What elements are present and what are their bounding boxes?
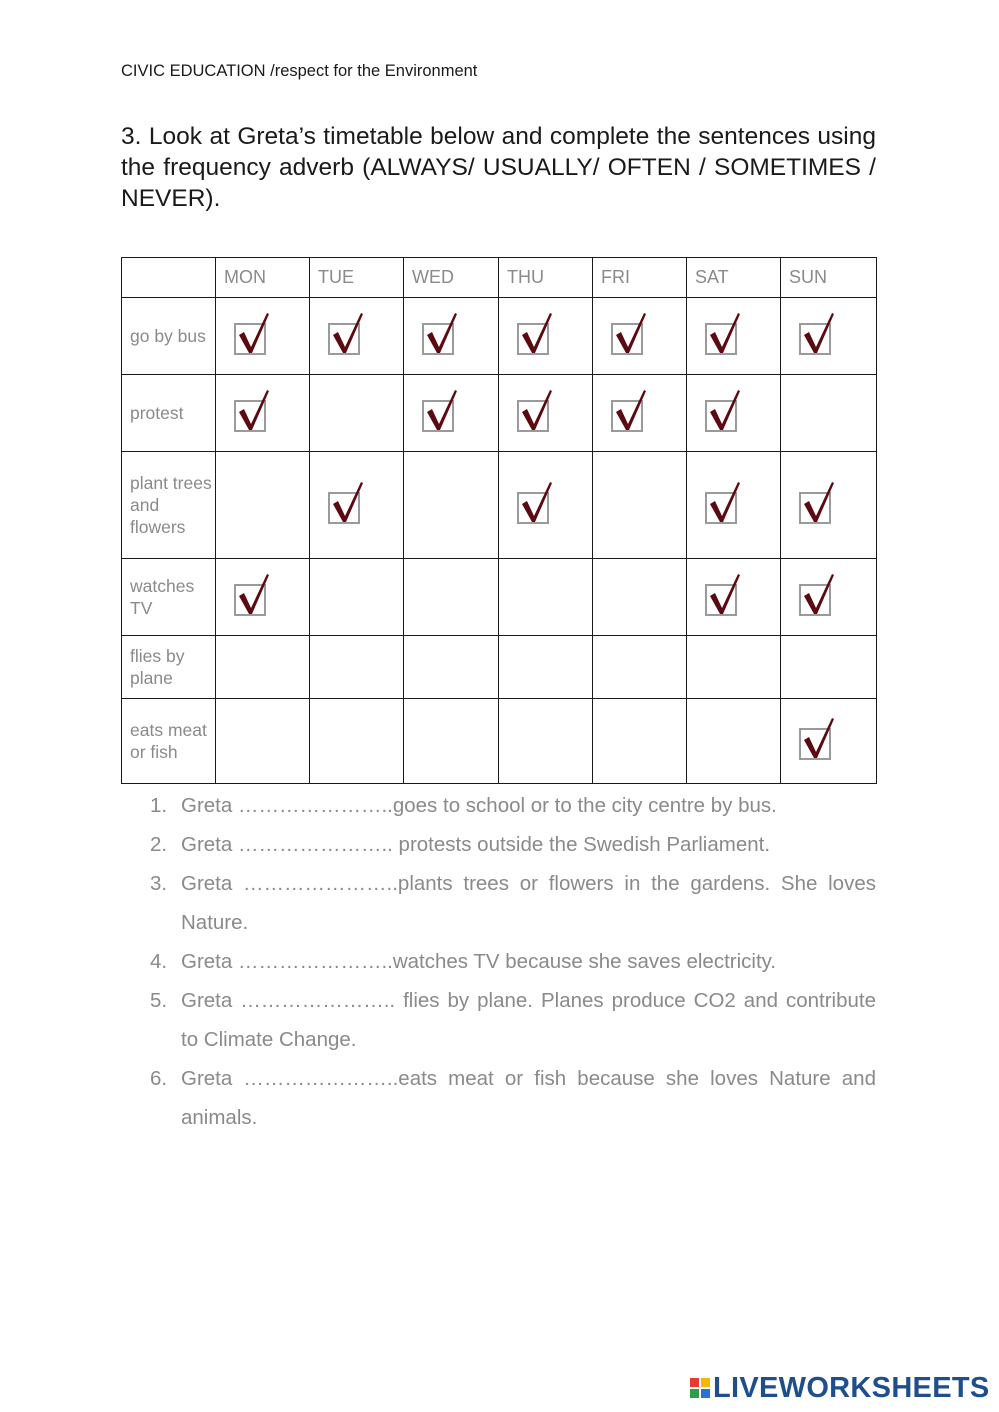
logo-blocks-icon	[690, 1378, 710, 1398]
timetable-cell	[593, 699, 687, 784]
checkmark-icon	[613, 311, 649, 355]
checkbox-checked-icon	[705, 319, 739, 353]
checkbox-checked-icon	[705, 488, 739, 522]
timetable-cell	[593, 375, 687, 452]
checkmark-icon	[801, 480, 837, 524]
sentence-number: 5.	[150, 989, 168, 1012]
checkbox-checked-icon	[705, 396, 739, 430]
timetable-row	[122, 452, 877, 559]
timetable-cell	[310, 699, 404, 784]
timetable-cell	[216, 452, 310, 559]
checkmark-icon	[613, 388, 649, 432]
timetable-cell	[310, 559, 404, 636]
day-header-wed: WED	[404, 258, 499, 298]
checkbox-checked-icon	[799, 319, 833, 353]
timetable-cell	[310, 298, 404, 375]
checkmark-icon	[519, 311, 555, 355]
sentence-item	[150, 786, 876, 825]
instruction-text: 3. Look at Greta’s timetable below and complete the sentences using the frequency adverb (ALWAYS/ USUALLY/ OFTEN / SOMETIMES / NEVER).	[121, 123, 876, 212]
timetable-cell	[781, 699, 877, 784]
timetable-row	[122, 699, 877, 784]
checkbox-checked-icon	[705, 580, 739, 614]
timetable-cell	[781, 636, 877, 699]
checkmark-icon	[801, 572, 837, 616]
checkmark-icon	[424, 388, 460, 432]
day-header-thu: THU	[499, 258, 593, 298]
day-header-fri: FRI	[593, 258, 687, 298]
checkbox-checked-icon	[799, 580, 833, 614]
checkmark-icon	[707, 388, 743, 432]
sentence-list	[150, 786, 876, 1137]
checkbox-checked-icon	[611, 319, 645, 353]
checkmark-icon	[707, 572, 743, 616]
sentence-item	[150, 825, 876, 864]
timetable-cell	[216, 559, 310, 636]
checkmark-icon	[236, 572, 272, 616]
checkmark-icon	[707, 480, 743, 524]
timetable-cell	[687, 559, 781, 636]
timetable-cell	[310, 452, 404, 559]
checkmark-icon	[424, 311, 460, 355]
sentence-number: 1.	[150, 794, 168, 817]
logo-block	[690, 1389, 699, 1398]
day-header-mon: MON	[216, 258, 310, 298]
sentence-item	[150, 864, 876, 942]
timetable-cell	[593, 452, 687, 559]
sentence-number: 3.	[150, 872, 168, 895]
timetable-row	[122, 559, 877, 636]
timetable-cell	[687, 298, 781, 375]
timetable-cell	[499, 452, 593, 559]
timetable-cell	[499, 298, 593, 375]
activity-label: eats meat or fish	[122, 699, 216, 784]
checkbox-checked-icon	[234, 319, 268, 353]
activity-label: watches TV	[122, 559, 216, 636]
timetable-cell	[216, 298, 310, 375]
sentence-text: Greta …………………..goes to school or to the city centre by bus.	[181, 794, 777, 817]
day-header-tue: TUE	[310, 258, 404, 298]
checkmark-icon	[330, 480, 366, 524]
checkmark-icon	[330, 311, 366, 355]
checkmark-icon	[519, 480, 555, 524]
timetable-cell	[404, 559, 499, 636]
liveworksheets-logo	[690, 1372, 990, 1404]
page-header: CIVIC EDUCATION /respect for the Environment	[121, 62, 478, 80]
checkbox-checked-icon	[799, 724, 833, 758]
timetable-cell	[310, 375, 404, 452]
timetable-cell	[499, 699, 593, 784]
timetable-cell	[687, 375, 781, 452]
timetable-cell	[499, 375, 593, 452]
timetable-row	[122, 636, 877, 699]
activity-label: go by bus	[122, 298, 216, 375]
logo-wordmark: LIVEWORKSHEETS	[713, 1371, 990, 1404]
sentence-text: Greta …………………..eats meat or fish because she loves Nature and animals.	[181, 1067, 876, 1129]
timetable-cell	[216, 699, 310, 784]
sentence-text: Greta ………………….. protests outside the Swedish Parliament.	[181, 833, 771, 856]
checkbox-checked-icon	[517, 396, 551, 430]
checkbox-checked-icon	[422, 319, 456, 353]
timetable-cell	[687, 452, 781, 559]
timetable-cell	[781, 559, 877, 636]
timetable-cell	[499, 559, 593, 636]
timetable-cell	[781, 375, 877, 452]
activity-label: flies by plane	[122, 636, 216, 699]
checkmark-icon	[236, 311, 272, 355]
timetable-cell	[404, 298, 499, 375]
checkmark-icon	[707, 311, 743, 355]
checkbox-checked-icon	[328, 319, 362, 353]
checkbox-checked-icon	[234, 396, 268, 430]
timetable-cell	[216, 636, 310, 699]
timetable-cell	[404, 452, 499, 559]
sentence-number: 2.	[150, 833, 168, 856]
checkmark-icon	[801, 716, 837, 760]
timetable-cell	[593, 559, 687, 636]
sentence-number: 4.	[150, 950, 168, 973]
timetable-cell	[404, 636, 499, 699]
timetable-cell	[593, 298, 687, 375]
timetable-cell	[499, 636, 593, 699]
timetable	[121, 257, 877, 784]
timetable-cell	[310, 636, 404, 699]
sentence-text: Greta …………………..watches TV because she saves electricity.	[181, 950, 777, 973]
sentence-text: Greta ………………….. flies by plane. Planes produce CO2 and contribute to Climate Change.	[181, 989, 876, 1051]
timetable-cell	[404, 375, 499, 452]
timetable-cell	[216, 375, 310, 452]
checkmark-icon	[519, 388, 555, 432]
timetable-corner-cell	[122, 258, 216, 298]
sentence-item	[150, 942, 876, 981]
sentence-item	[150, 1059, 876, 1137]
sentence-item	[150, 981, 876, 1059]
timetable-row	[122, 375, 877, 452]
checkbox-checked-icon	[328, 488, 362, 522]
timetable-cell	[687, 699, 781, 784]
checkbox-checked-icon	[611, 396, 645, 430]
checkmark-icon	[801, 311, 837, 355]
timetable-row	[122, 298, 877, 375]
activity-label: plant trees and flowers	[122, 452, 216, 559]
logo-block	[701, 1389, 710, 1398]
checkbox-checked-icon	[422, 396, 456, 430]
checkbox-checked-icon	[517, 319, 551, 353]
timetable-header-row	[122, 258, 877, 298]
sentence-number: 6.	[150, 1067, 168, 1090]
checkbox-checked-icon	[799, 488, 833, 522]
timetable-cell	[687, 636, 781, 699]
day-header-sat: SAT	[687, 258, 781, 298]
timetable-cell	[781, 452, 877, 559]
checkbox-checked-icon	[234, 580, 268, 614]
checkbox-checked-icon	[517, 488, 551, 522]
timetable-cell	[593, 636, 687, 699]
timetable-cell	[404, 699, 499, 784]
activity-label: protest	[122, 375, 216, 452]
sentence-text: Greta …………………..plants trees or flowers in the gardens. She loves Nature.	[181, 872, 876, 934]
timetable-cell	[781, 298, 877, 375]
logo-block	[690, 1378, 699, 1387]
logo-block	[701, 1378, 710, 1387]
checkmark-icon	[236, 388, 272, 432]
day-header-sun: SUN	[781, 258, 877, 298]
